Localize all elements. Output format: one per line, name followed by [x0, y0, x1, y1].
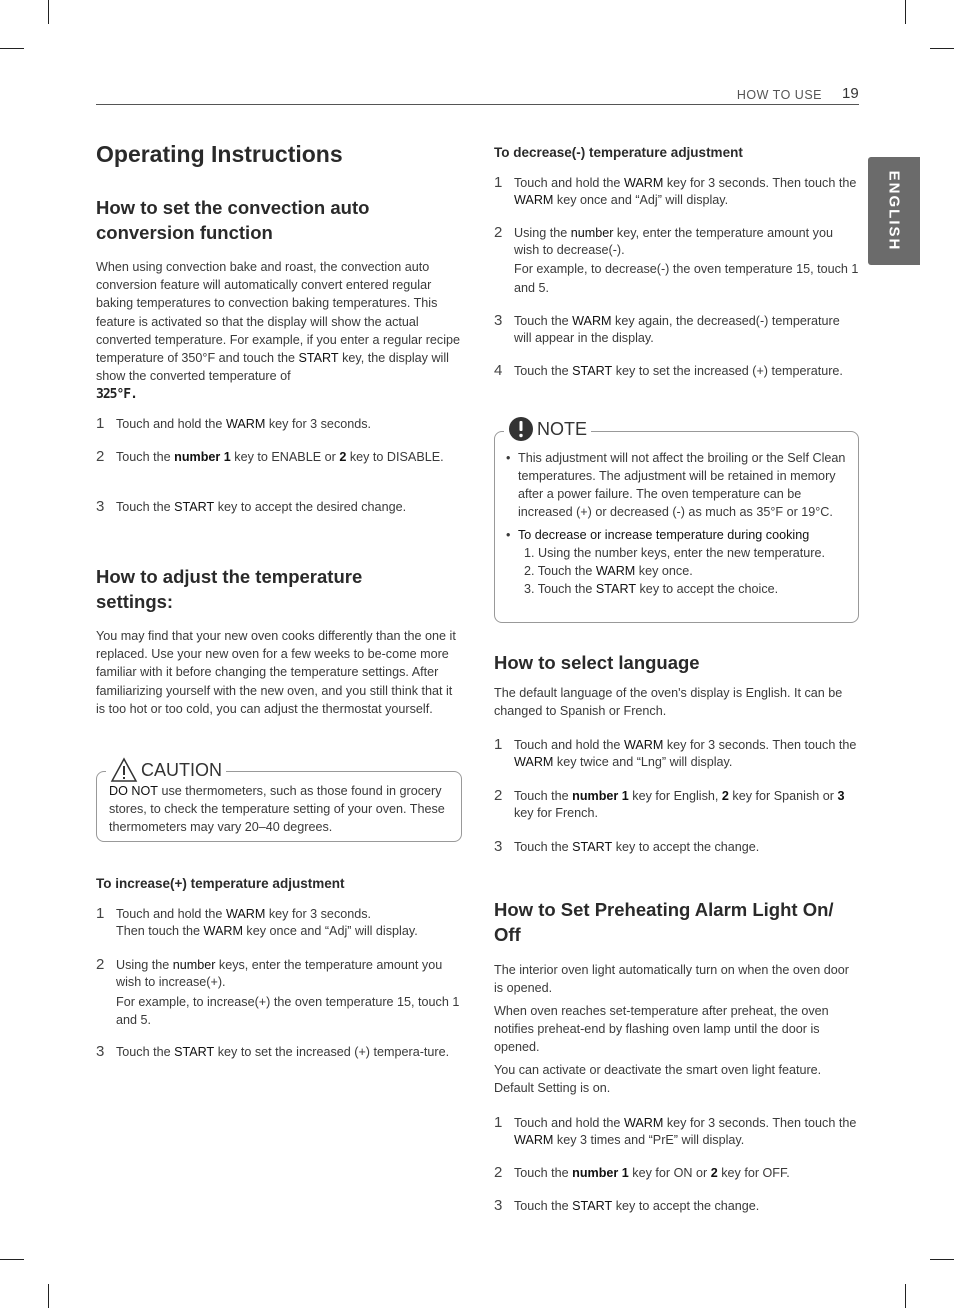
preheat-paragraph: You can activate or deactivate the smart oven light feature. Default Setting is on.	[494, 1063, 822, 1096]
list-item: 3 Touch the WARM key again, the decreased(-) temperature will appear in the display.	[494, 312, 840, 345]
list-item: 2 Using the number key, enter the temperature amount you wish to decrease(-). For example, to decrease(-) the oven temperature 15, touch 1 and 5.	[494, 224, 859, 295]
decrease-heading: To decrease(-) temperature adjustment	[494, 145, 743, 160]
note-bullet: • This adjustment will not affect the broiling or the Self Clean temperatures. The adjustment will be retained in memory after a power failure. The oven temperature can be increased (+) or decreased (-) as much as 35°F or 19°C.	[504, 449, 853, 521]
caution-label: CAUTION	[106, 757, 226, 783]
adjust-paragraph: You may find that your new oven cooks differently than the one it replaced. Use your new oven for a few weeks to be-come more familiar with it before changing the temperature settings. After familiarizing yourself with the new oven, and you still think that it is too hot or too cold, you can adjust the thermostat yourself.	[96, 629, 456, 716]
page-number: 19	[842, 85, 859, 102]
note-subitem: 3. Touch the START key to accept the choice.	[524, 582, 779, 596]
list-item: 3 Touch the START key to accept the change.	[494, 1197, 760, 1214]
note-subitem: 1. Using the number keys, enter the new temperature.	[524, 546, 826, 560]
list-item: 1 Touch and hold the WARM key for 3 seconds.	[96, 415, 372, 432]
list-item: 2 Touch the number 1 key for English, 2 key for Spanish or 3 key for French.	[494, 787, 845, 820]
note-subitem: 2. Touch the WARM key once.	[524, 564, 693, 578]
crop-mark	[930, 48, 954, 49]
list-item: 3 Touch the START key to accept the change.	[494, 838, 760, 855]
list-item: 2 Touch the number 1 key for ON or 2 key for OFF.	[494, 1164, 790, 1181]
language-heading: How to select language	[494, 652, 700, 673]
convection-heading: How to set the convection auto conversion function	[96, 197, 370, 243]
crop-mark	[0, 48, 24, 49]
crop-mark	[930, 1259, 954, 1260]
warning-triangle-icon	[110, 757, 138, 783]
list-item: 3 Touch the START key to set the increased (+) tempera-ture.	[96, 1043, 450, 1060]
adjust-heading: How to adjust the temperature settings:	[96, 566, 363, 612]
page-title: Operating Instructions	[96, 141, 343, 167]
language-tab-label: ENGLISH	[885, 170, 903, 252]
preheat-paragraph: The interior oven light automatically turn on when the oven door is opened.	[494, 963, 849, 996]
note-label: NOTE	[504, 416, 591, 442]
language-paragraph: The default language of the oven's display is English. It can be changed to Spanish or French.	[494, 686, 843, 719]
note-content	[504, 449, 853, 598]
list-item: 4 Touch the START key to set the increased (+) temperature.	[494, 362, 843, 379]
crop-mark	[48, 0, 49, 24]
language-tab	[868, 157, 920, 265]
running-head: HOW TO USE	[736, 88, 822, 102]
crop-mark	[905, 1284, 906, 1308]
exclamation-icon	[508, 416, 534, 442]
list-item: 3 Touch the START key to accept the desired change.	[96, 498, 407, 515]
list-item: 1 Touch and hold the WARM key for 3 seconds. Then touch the WARM key once and “Adj” will display.	[494, 174, 857, 207]
temperature-display-value: 325°F.	[96, 387, 137, 403]
note-bullet: • To decrease or increase temperature during cooking	[504, 526, 853, 544]
header-rule	[96, 104, 859, 105]
increase-heading: To increase(+) temperature adjustment	[96, 876, 345, 891]
crop-mark	[0, 1259, 24, 1260]
crop-mark	[905, 0, 906, 24]
list-item: 2 Touch the number 1 key to ENABLE or 2 key to DISABLE.	[96, 448, 444, 465]
list-item: 1 Touch and hold the WARM key for 3 seconds. Then touch the WARM key 3 times and “PrE” will display.	[494, 1114, 857, 1147]
list-item: 1 Touch and hold the WARM key for 3 seconds. Then touch the WARM key once and “Adj” will display.	[96, 905, 418, 938]
list-item: 2 Using the number keys, enter the temperature amount you wish to increase(+). For example, to increase(+) the oven temperature 15, touch 1 and 5.	[96, 956, 460, 1027]
crop-mark	[48, 1284, 49, 1308]
preheat-heading: How to Set Preheating Alarm Light On/ Off	[494, 899, 834, 945]
convection-intro: When using convection bake and roast, the convection auto conversion feature will automatically convert entered regular baking temperatures to convection baking temperatures. This feature is activated so that the display will show the actual converted temperature. For example, if you enter a regular recipe temperature of 350°F and touch the START key, the display will show the converted temperature of 325°F.	[96, 260, 461, 403]
caution-text: DO NOT use thermometers, such as those found in grocery stores, to check the temperature setting of your oven. These thermometers may vary 20–40 degrees.	[109, 784, 445, 835]
list-item: 1 Touch and hold the WARM key for 3 seconds. Then touch the WARM key twice and “Lng” will display.	[494, 736, 857, 769]
preheat-paragraph: When oven reaches set-temperature after preheat, the oven notifies preheat-end by flashing oven lamp until the door is opened.	[494, 1004, 829, 1055]
